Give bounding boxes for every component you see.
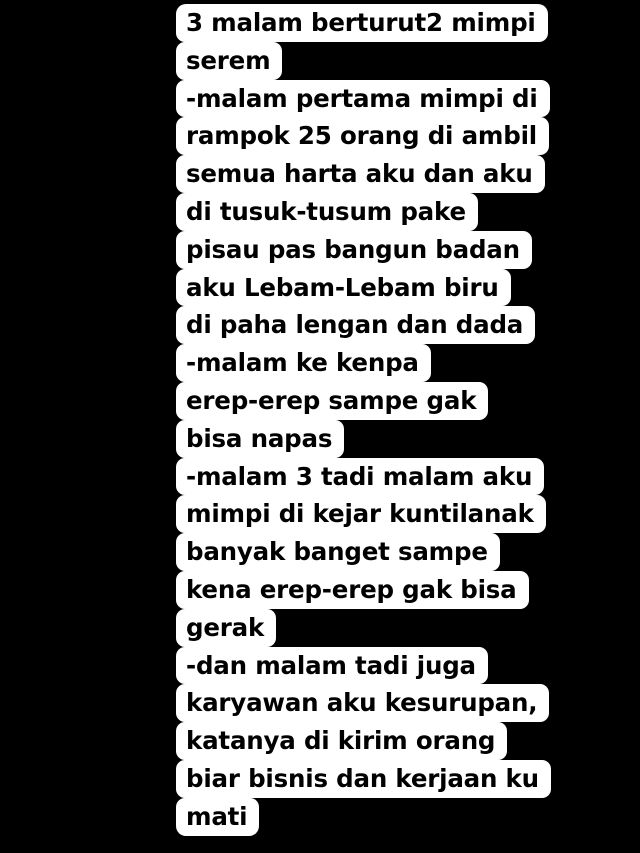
text-line: -malam pertama mimpi di: [176, 80, 550, 118]
text-line: kena erep-erep gak bisa: [176, 571, 529, 609]
text-line: katanya di kirim orang: [176, 722, 507, 760]
text-line: banyak banget sampe: [176, 533, 500, 571]
text-line: semua harta aku dan aku: [176, 155, 545, 193]
text-line: gerak: [176, 609, 276, 647]
text-line: bisa napas: [176, 420, 344, 458]
text-line: mati: [176, 798, 259, 836]
text-line: serem: [176, 42, 282, 80]
text-line: biar bisnis dan kerjaan ku: [176, 760, 551, 798]
text-line: -dan malam tadi juga: [176, 647, 488, 685]
text-line: pisau pas bangun badan: [176, 231, 532, 269]
story-text-overlay: [176, 4, 640, 836]
text-line: di paha lengan dan dada: [176, 306, 535, 344]
text-line: mimpi di kejar kuntilanak: [176, 495, 546, 533]
text-line: rampok 25 orang di ambil: [176, 117, 549, 155]
text-line: -malam 3 tadi malam aku: [176, 458, 544, 496]
text-line: aku Lebam-Lebam biru: [176, 269, 511, 307]
text-line: erep-erep sampe gak: [176, 382, 488, 420]
text-line: -malam ke kenpa: [176, 344, 431, 382]
text-line: karyawan aku kesurupan,: [176, 684, 549, 722]
text-line: di tusuk-tusum pake: [176, 193, 478, 231]
text-line: 3 malam berturut2 mimpi: [176, 4, 548, 42]
